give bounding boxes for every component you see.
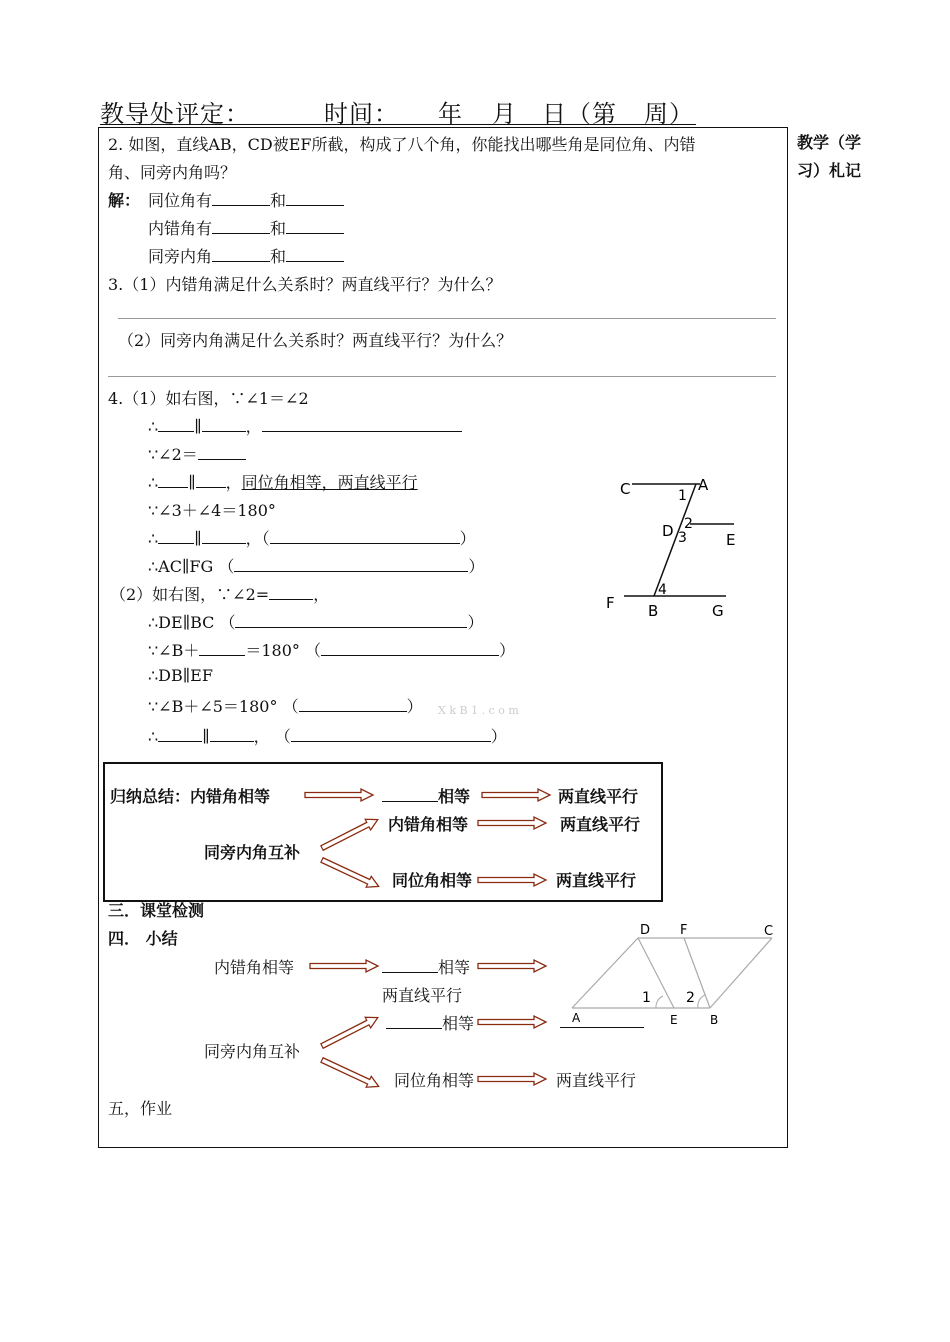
label-a: A <box>698 476 709 494</box>
side-note-line1: 教学（学 <box>797 133 862 152</box>
therefore: ∴ <box>148 473 159 492</box>
paren-open: （ <box>282 697 299 716</box>
paren-close: ） <box>467 613 484 632</box>
header-day: 日（第 <box>542 100 617 128</box>
section-3: 三．课堂检测 <box>108 901 205 920</box>
arrow-up-right <box>319 814 380 853</box>
comma: ， <box>225 473 242 492</box>
summary-left3: 同旁内角互补 <box>204 843 301 862</box>
arrow-right <box>310 960 378 972</box>
arrow-right <box>478 817 546 829</box>
therefore: ∴ <box>148 727 159 746</box>
angle-1-arc <box>656 996 663 1008</box>
equals-180: ＝180° <box>245 641 300 660</box>
because-angle2: ∵∠2＝ <box>148 445 198 464</box>
mid2-text: 相等 <box>442 1014 475 1033</box>
label-f: F <box>606 594 615 612</box>
label-1: 1 <box>642 990 651 1006</box>
because-b-plus: ∵∠B＋ <box>148 641 200 660</box>
and-text: 和 <box>270 191 287 210</box>
arrow-right <box>478 1016 546 1028</box>
q4-line11: ∴DB∥EF <box>148 666 213 685</box>
summary-res1: 两直线平行 <box>558 787 639 806</box>
summary-res2: 两直线平行 <box>560 815 641 834</box>
paren-close: ） <box>468 557 485 576</box>
header-year: 年 <box>438 100 463 128</box>
ac-parallel-fg: ∴AC∥FG <box>148 557 214 576</box>
comma: ， <box>245 529 262 548</box>
section-4: 四． 小结 <box>108 929 178 948</box>
arrow-right <box>482 789 550 801</box>
arrow-right <box>478 960 546 972</box>
therefore: ∴ <box>148 417 159 436</box>
parallel-sign: ∥ <box>188 473 196 492</box>
arrow-down-right <box>319 1055 381 1092</box>
therefore: ∴ <box>148 529 159 548</box>
label-2: 2 <box>686 990 695 1006</box>
part2-lead: （2）如右图，∵∠2= <box>110 585 270 604</box>
angle-2-arc <box>698 995 705 1008</box>
header-month: 月 <box>492 100 517 128</box>
recap-mid3: 同位角相等 <box>394 1071 475 1090</box>
label-4: 4 <box>658 582 667 598</box>
q4-line5: ∵∠3＋∠4＝180° <box>148 501 276 520</box>
header-time: 时间： <box>324 100 399 128</box>
summary-lead: 归纳总结：内错角相等 <box>110 787 271 806</box>
paren-open: （ <box>305 641 322 660</box>
label-2: 2 <box>684 516 693 532</box>
recap-mid1 <box>382 955 470 978</box>
mid1-text: 相等 <box>438 958 471 977</box>
label-f: F <box>680 923 688 938</box>
paren-close: ） <box>499 641 516 660</box>
label-b: B <box>648 602 659 620</box>
paren-close: ） <box>459 529 476 548</box>
label-c: C <box>620 480 631 498</box>
q2-jie: 解： <box>108 191 141 210</box>
label-a: A <box>572 1011 581 1025</box>
watermark: X k B 1 . c o m <box>438 704 519 717</box>
summary-mid3: 同位角相等 <box>392 871 473 890</box>
q2-line2: 角、同旁内角吗？ <box>108 163 237 182</box>
reason-text: 同位角相等，两直线平行 <box>241 473 418 492</box>
arrow-right <box>305 789 373 801</box>
recap-left3: 同旁内角互补 <box>204 1042 301 1061</box>
recap-mid2 <box>386 1011 474 1034</box>
paren-open: （ <box>218 557 235 576</box>
label-e: E <box>726 531 736 549</box>
header-title: 教导处评定： <box>100 100 250 128</box>
q2-line1: 2. 如图，直线AB，CD被EF所截，构成了八个角，你能找出哪些角是同位角、内错 <box>108 135 696 154</box>
and-text: 和 <box>270 247 287 266</box>
de-parallel-bc: ∴DE∥BC <box>148 613 215 632</box>
comma: ， <box>253 727 270 746</box>
label-c: C <box>764 924 774 939</box>
label-b: B <box>710 1013 719 1027</box>
label-e: E <box>670 1013 678 1027</box>
figure-2-geometry <box>560 918 780 1030</box>
arrow-right <box>478 874 546 886</box>
line-cb <box>710 938 772 1008</box>
comma: ， <box>245 417 262 436</box>
and-text: 和 <box>270 219 287 238</box>
q2-row1-label: 同位角有 <box>148 191 213 210</box>
label-d: D <box>640 923 651 938</box>
side-note-line2: 习）札记 <box>797 161 862 180</box>
label-d: D <box>662 522 674 540</box>
summary-mid2: 内错角相等 <box>388 815 469 834</box>
blank[interactable] <box>386 1014 442 1029</box>
label-1: 1 <box>678 488 687 504</box>
label-g: G <box>712 602 724 620</box>
parallel-sign: ∥ <box>202 727 210 746</box>
arrow-down-right <box>319 855 381 892</box>
comma: ， <box>313 585 330 604</box>
summary-res3: 两直线平行 <box>556 871 637 890</box>
parallel-sign: ∥ <box>194 529 202 548</box>
arrow-up-right <box>319 1012 380 1051</box>
q2-row2-label: 内错角有 <box>148 219 213 238</box>
q4-line1: 4.（1）如右图，∵∠1＝∠2 <box>108 389 309 408</box>
q2-row3-label: 同旁内角 <box>148 247 213 266</box>
header-week: 周） <box>644 100 694 128</box>
paren-close: ） <box>406 697 423 716</box>
paren-open: （ <box>274 727 291 746</box>
label-3: 3 <box>678 530 687 546</box>
recap-sub1: 两直线平行 <box>382 986 463 1005</box>
because-b-5: ∵∠B＋∠5＝180° <box>148 697 278 716</box>
paren-open: （ <box>261 529 270 548</box>
mid1-text: 相等 <box>438 787 471 806</box>
q3-part2: （2）同旁内角满足什么关系时？两直线平行？为什么？ <box>118 331 513 350</box>
paren-close: ） <box>490 727 507 746</box>
recap-res3: 两直线平行 <box>556 1071 637 1090</box>
arrow-right <box>478 1073 546 1085</box>
parallel-sign: ∥ <box>194 417 202 436</box>
paren-open: （ <box>219 613 236 632</box>
recap-lead: 内错角相等 <box>214 958 295 977</box>
blank[interactable] <box>382 958 438 973</box>
q3-part1: 3.（1）内错角满足什么关系时？两直线平行？为什么？ <box>108 275 502 294</box>
section-5: 五，作业 <box>108 1099 173 1118</box>
line-da <box>572 938 638 1008</box>
